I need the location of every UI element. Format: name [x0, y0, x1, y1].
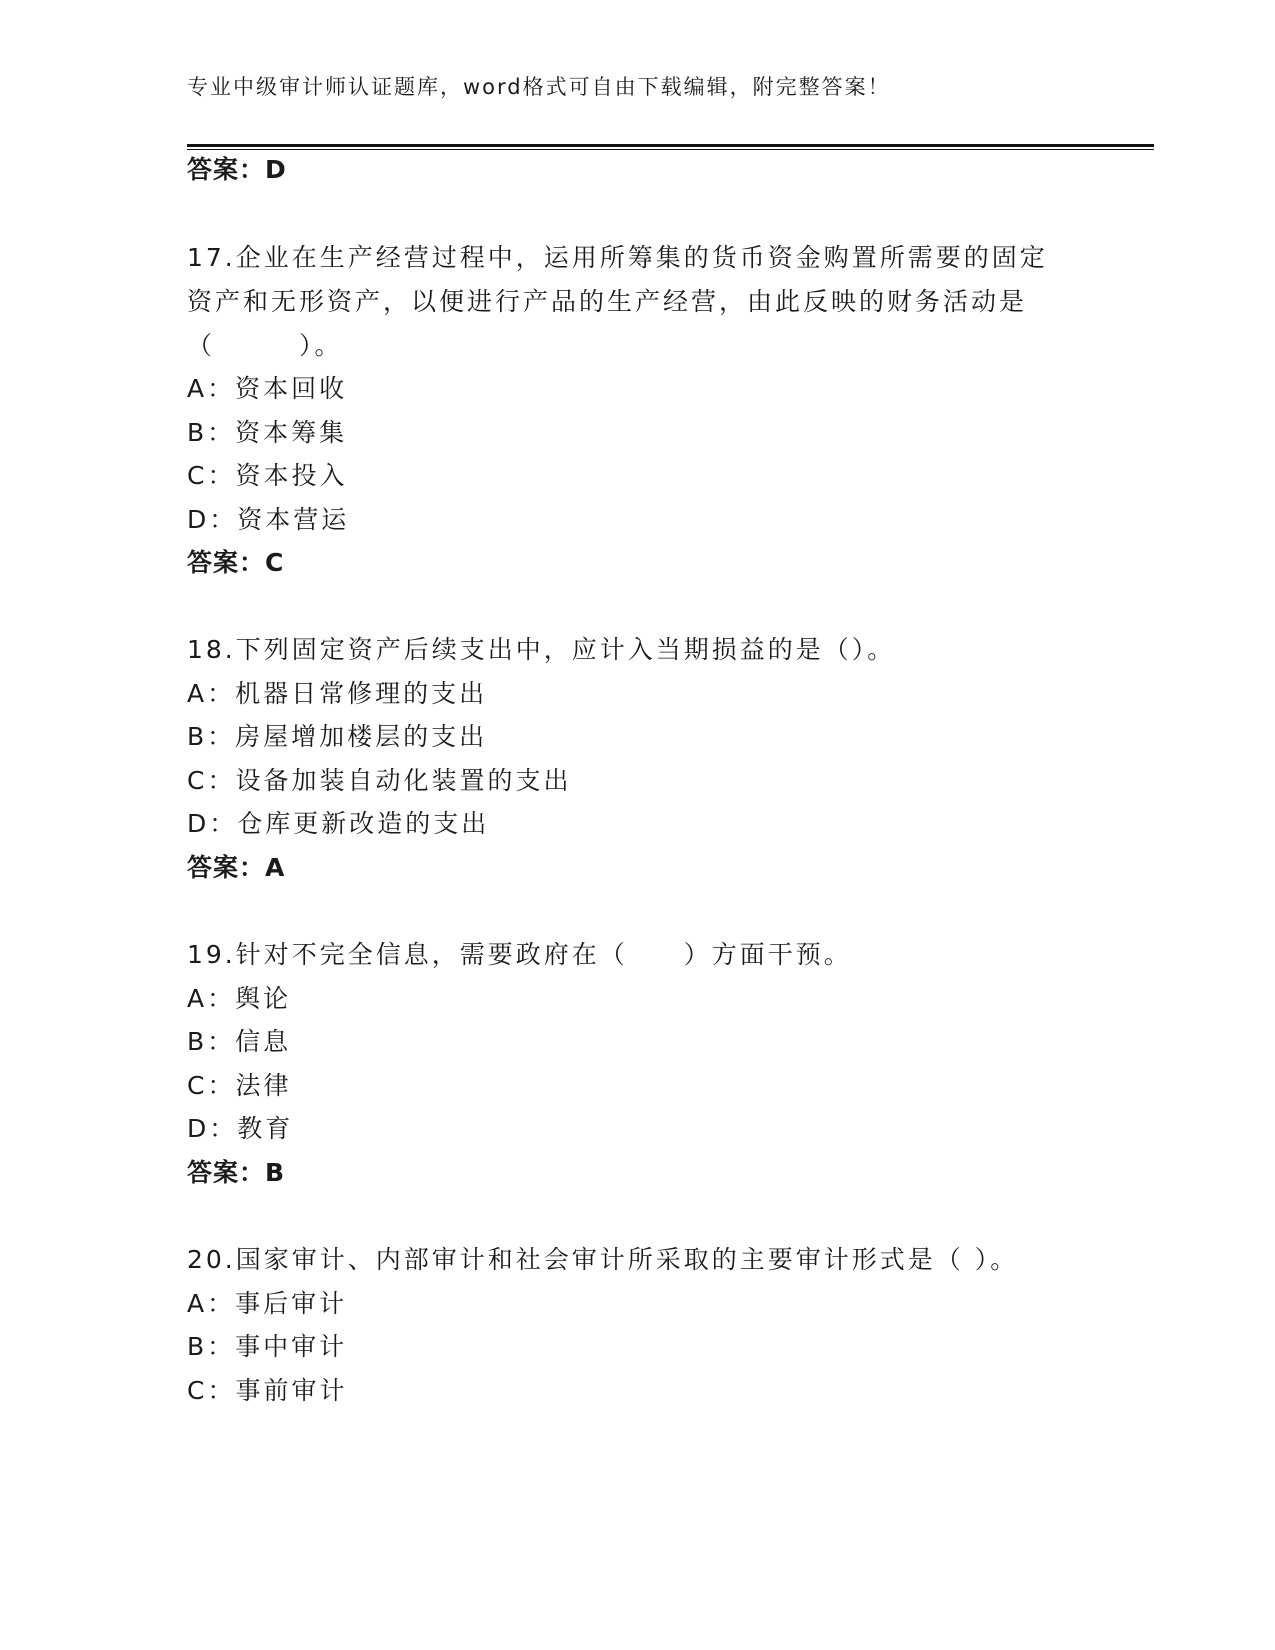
option-line: D：教育 — [187, 1114, 294, 1143]
option-line: B：信息 — [187, 1027, 292, 1056]
option-line: B：资本筹集 — [187, 418, 348, 447]
answer-line: 答案：A — [187, 853, 286, 882]
answer-line: 答案：D — [187, 155, 287, 184]
option-line: C：法律 — [187, 1071, 292, 1100]
question-stem: 20.国家审计、内部审计和社会审计所采取的主要审计形式是（ ）。 — [187, 1245, 1019, 1274]
option-line: D：仓库更新改造的支出 — [187, 809, 490, 838]
option-line: A：舆论 — [187, 984, 292, 1013]
option-line: A：事后审计 — [187, 1289, 348, 1318]
option-line: B：事中审计 — [187, 1332, 348, 1361]
question-stem: 19.针对不完全信息，需要政府在（ ）方面干预。 — [187, 940, 852, 969]
option-line: C：资本投入 — [187, 461, 348, 490]
page-header: 专业中级审计师认证题库，word格式可自由下载编辑，附完整答案！ — [187, 75, 891, 99]
option-line: A：机器日常修理的支出 — [187, 679, 488, 708]
question-stem: 18.下列固定资产后续支出中，应计入当期损益的是（）。 — [187, 635, 896, 664]
header-rule-thin — [187, 149, 1154, 150]
option-line: C：事前审计 — [187, 1376, 348, 1405]
answer-line: 答案：C — [187, 548, 285, 577]
option-line: C：设备加装自动化装置的支出 — [187, 766, 572, 795]
answer-line: 答案：B — [187, 1158, 286, 1187]
option-line: A：资本回收 — [187, 374, 348, 403]
question-stem: （ ）。 — [187, 331, 343, 360]
question-stem: 17.企业在生产经营过程中，运用所筹集的货币资金购置所需要的固定 — [187, 243, 1048, 272]
option-line: D：资本营运 — [187, 505, 350, 534]
header-rule-thick — [187, 144, 1154, 147]
option-line: B：房屋增加楼层的支出 — [187, 722, 488, 751]
question-stem: 资产和无形资产，以便进行产品的生产经营，由此反映的财务活动是 — [187, 287, 1028, 316]
